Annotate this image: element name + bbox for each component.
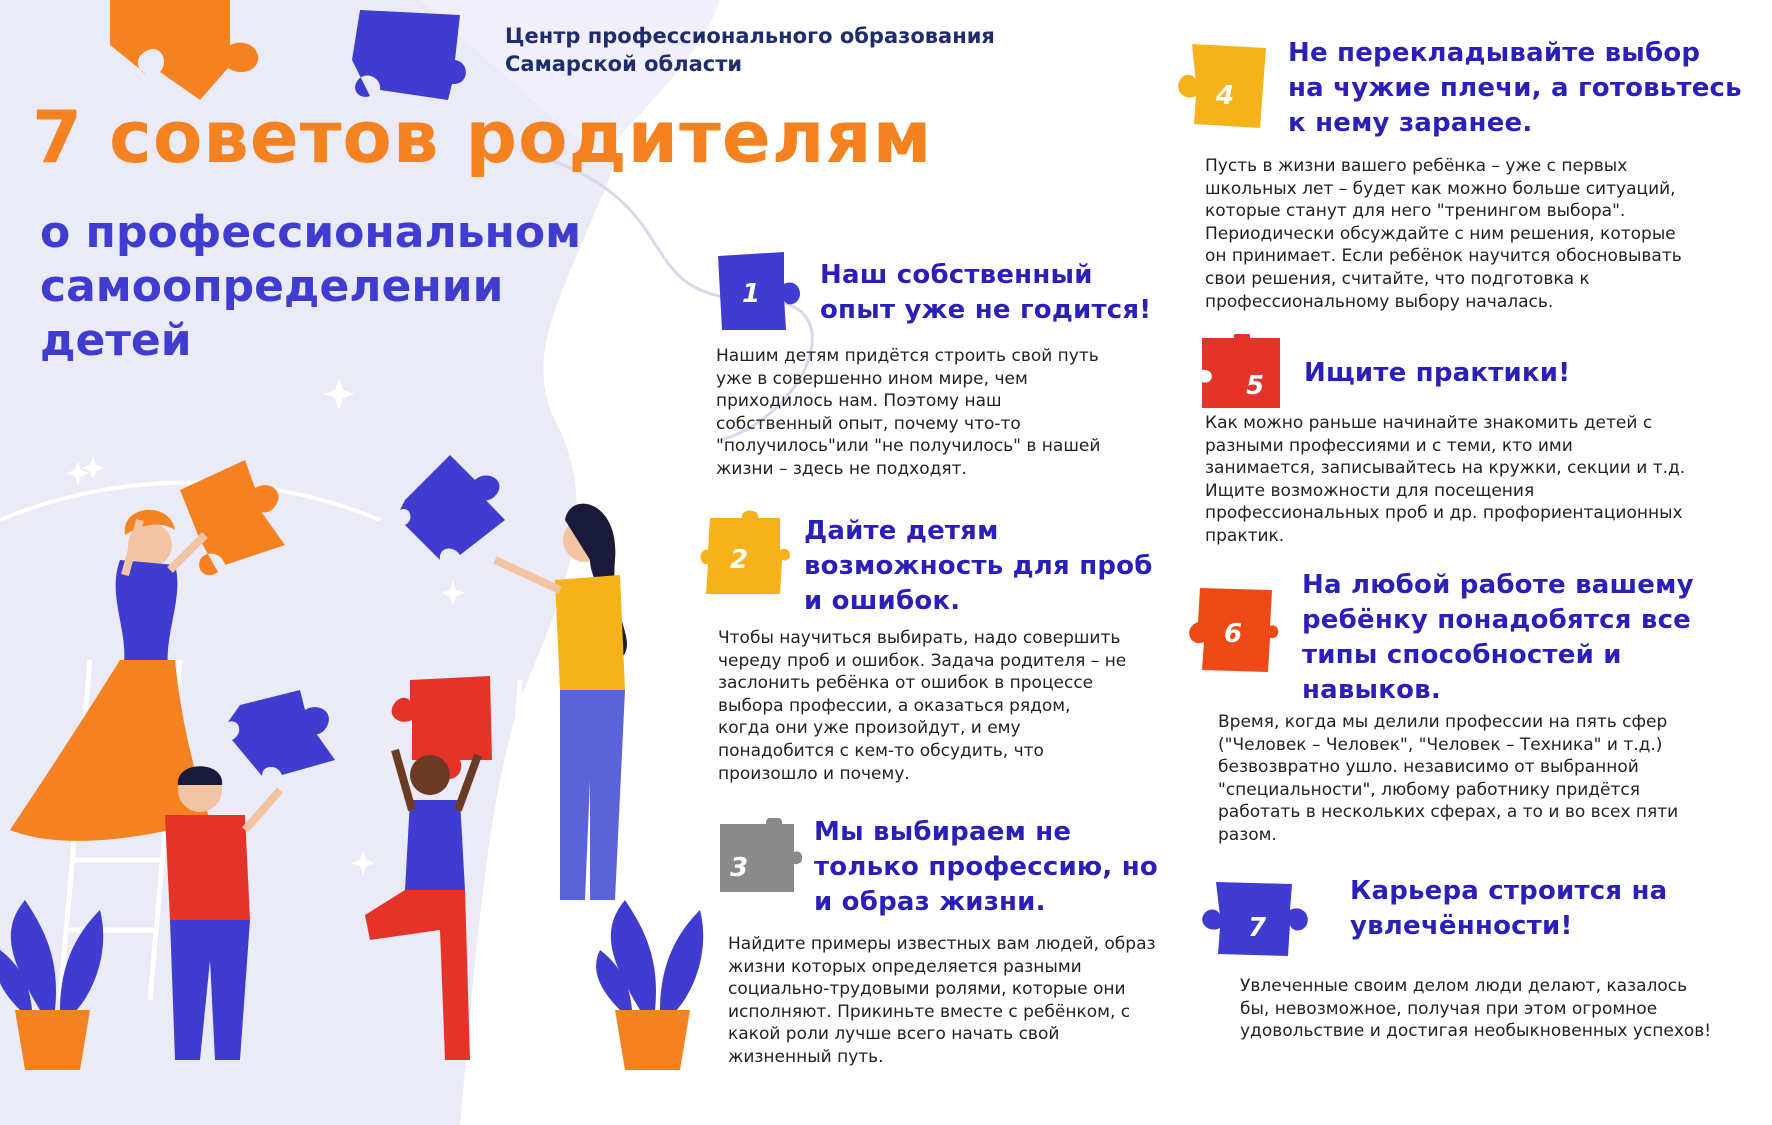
tip-title-line: Карьера строится на: [1350, 876, 1668, 906]
tip-title-line: Наш собственный: [820, 260, 1093, 290]
tip-body-line: безвозвратно ушло. независимо от выбранной: [1218, 757, 1639, 778]
tip-body-line: он принимает. Если ребёнок научится обосновывать: [1205, 246, 1682, 267]
tip-title-line: и образ жизни.: [814, 887, 1046, 917]
tip-body-line: понадобится с кем-то обсудить, что: [718, 740, 1044, 761]
tip-body-line: Увлеченные своим делом люди делают, казалось: [1240, 976, 1688, 996]
page-subtitle: [40, 206, 660, 368]
tip-body-line: Найдите примеры известных вам людей, образ: [728, 934, 1156, 954]
tip-body-line: профессиональному выбору началась.: [1205, 291, 1554, 312]
tip-body-line: "специальности", любому работнику придётся: [1218, 779, 1640, 800]
tip-5-number: 5: [1246, 371, 1265, 401]
tip-body-line: уже в совершенно ином мире, чем: [716, 368, 1028, 389]
organization-name-line-1: Центр профессионального образования: [505, 24, 995, 48]
tip-body-line: которые станут для него "тренингом выбора".: [1205, 201, 1626, 222]
tip-title-line: к нему заранее.: [1288, 108, 1533, 138]
tip-title-line: навыков.: [1302, 675, 1441, 705]
tip-title-line: ребёнку понадобятся все: [1302, 605, 1692, 635]
tip-3-number: 3: [730, 853, 749, 883]
tip-body-line: работать в нескольких сферах, а то и во всех пяти: [1218, 802, 1679, 823]
tip-1-puzzle-icon: [712, 250, 802, 332]
tip-2-puzzle-icon: [700, 508, 792, 602]
tip-4-title: [1288, 36, 1742, 141]
tip-7-puzzle-icon: [1196, 876, 1316, 960]
organization-name-line-2: Самарской области: [505, 52, 743, 76]
tip-body-line: Нашим детям придётся строить свой путь: [716, 346, 1099, 366]
tip-body-line: разными профессиями и с теми, кто ими: [1205, 435, 1573, 456]
tip-3-title: [814, 815, 1158, 920]
tip-title-line: На любой работе вашему: [1302, 570, 1694, 600]
tip-6-number: 6: [1224, 619, 1243, 649]
tip-title-line: Ищите практики!: [1304, 358, 1571, 388]
tip-body-line: какой роли лучше всего начать свой: [728, 1024, 1060, 1045]
tip-body-line: Как можно раньше начинайте знакомить детей с: [1205, 413, 1653, 433]
tip-title-line: и ошибок.: [804, 586, 961, 616]
tip-body-line: череду проб и ошибок. Задача родителя – не: [718, 650, 1127, 671]
tip-4-puzzle-icon: [1166, 38, 1270, 138]
tip-title-line: типы способностей и: [1302, 640, 1622, 670]
tip-body-line: Ищите возможности для посещения: [1205, 480, 1535, 501]
tip-7-number: 7: [1248, 913, 1267, 943]
tip-5-puzzle-icon: [1198, 334, 1284, 412]
tip-2-body: [718, 627, 1126, 785]
tip-body-line: жизни которых определяется разными: [728, 956, 1082, 977]
tip-body-line: бы, невозможное, получая при этом огромное: [1240, 998, 1658, 1019]
tip-title-line: на чужие плечи, а готовьтесь: [1288, 73, 1742, 103]
tip-body-line: свои решения, считайте, что подготовка к: [1205, 268, 1590, 289]
tip-body-line: произошло и почему.: [718, 763, 910, 784]
tip-body-line: занимается, записывайтесь на кружки, секции и т.д.: [1205, 458, 1686, 479]
tip-title-line: только профессию, но: [814, 852, 1158, 882]
tip-3-body: [728, 933, 1156, 1069]
tip-body-line: профессиональных проб и др. профориентационных: [1205, 503, 1683, 524]
tip-body-line: разом.: [1218, 824, 1277, 845]
tip-body-line: Чтобы научиться выбирать, надо совершить: [718, 628, 1121, 648]
subtitle-line: детей: [40, 315, 192, 366]
subtitle-line: самоопределении: [40, 261, 504, 312]
tip-1-title: [820, 258, 1151, 328]
tip-body-line: Время, когда мы делили профессии на пять сфер: [1218, 712, 1668, 732]
tip-7-title: [1350, 874, 1667, 944]
tip-title-line: Дайте детям: [804, 516, 999, 546]
tip-2-number: 2: [730, 545, 749, 575]
tip-5-title: [1304, 356, 1570, 391]
tip-body-line: когда они уже произойдут, и ему: [718, 718, 1021, 739]
tip-body-line: удовольствие и достигая необыкновенных успехов!: [1240, 1021, 1712, 1042]
tip-body-line: Периодически обсуждайте с ним решения, которые: [1205, 223, 1676, 244]
tip-body-line: исполняют. Прикиньте вместе с ребёнком, с: [728, 1001, 1131, 1022]
tip-title-line: опыт уже не годится!: [820, 295, 1152, 325]
tip-3-puzzle-icon: [716, 818, 802, 898]
subtitle-line: о профессиональном: [40, 207, 582, 258]
tip-title-line: Не перекладывайте выбор: [1288, 38, 1701, 68]
tip-body-line: "получилось"или "не получилось" в нашей: [716, 436, 1101, 457]
tip-1-body: [716, 345, 1100, 481]
tip-body-line: жизни – здесь не подходят.: [716, 458, 967, 479]
tip-body-line: социально-трудовыми ролями, которые они: [728, 979, 1126, 1000]
tip-body-line: собственный опыт, почему что-то: [716, 413, 1021, 434]
tip-body-line: ("Человек – Человек", "Человек – Техника" и т.д.): [1218, 734, 1663, 755]
tip-body-line: Пусть в жизни вашего ребёнка – уже с первых: [1205, 156, 1628, 176]
tip-title-line: возможность для проб: [804, 551, 1153, 581]
tip-body-line: жизненный путь.: [728, 1046, 884, 1067]
tip-4-number: 4: [1216, 81, 1235, 111]
tip-body-line: приходилось нам. Поэтому наш: [716, 391, 1002, 412]
tip-body-line: заслонить ребёнка от ошибок в процессе: [718, 673, 1094, 694]
tip-body-line: школьных лет – будет как можно больше ситуаций,: [1205, 178, 1676, 199]
tip-6-title: [1302, 568, 1694, 708]
tip-6-puzzle-icon: [1180, 582, 1280, 678]
tip-1-number: 1: [742, 279, 761, 309]
tip-body-line: выбора профессии, а оказаться рядом,: [718, 695, 1071, 716]
organization-name: [505, 22, 995, 78]
tip-title-line: увлечённости!: [1350, 911, 1573, 941]
tip-7-body: [1240, 975, 1711, 1043]
page-title: 7 советов родителям: [32, 95, 933, 179]
tip-5-body: [1205, 412, 1685, 548]
tip-body-line: практик.: [1205, 525, 1285, 546]
tip-4-body: [1205, 155, 1682, 313]
tip-6-body: [1218, 711, 1678, 847]
tip-title-line: Мы выбираем не: [814, 817, 1072, 847]
tip-2-title: [804, 514, 1153, 619]
